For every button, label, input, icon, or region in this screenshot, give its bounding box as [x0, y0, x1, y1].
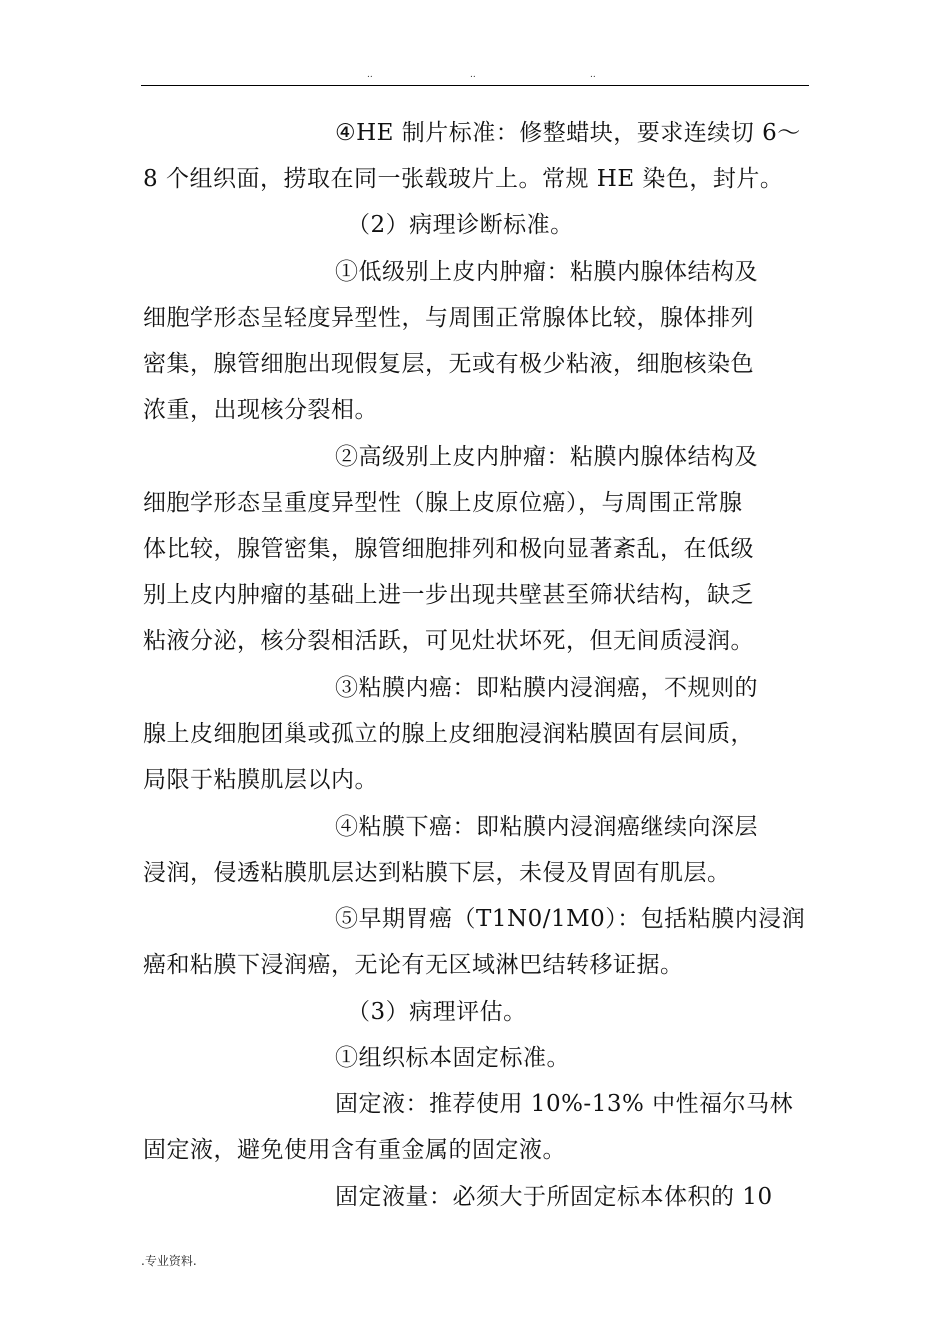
- section-heading: （2）病理诊断标准。: [347, 212, 574, 238]
- header-mark: ..: [367, 70, 373, 80]
- text-line: 别上皮内肿瘤的基础上进一步出现共壁甚至筛状结构，缺乏: [143, 582, 754, 608]
- text-line: ④粘膜下癌：即粘膜内浸润癌继续向深层: [335, 814, 758, 840]
- section-heading: （3）病理评估。: [347, 999, 527, 1025]
- text-line: 固定液：推荐使用 10%-13% 中性福尔马林: [335, 1091, 794, 1117]
- text-line: 腺上皮细胞团巢或孤立的腺上皮细胞浸润粘膜固有层间质，: [143, 721, 754, 747]
- text-line: 体比较，腺管密集，腺管细胞排列和极向显著紊乱，在低级: [143, 536, 754, 562]
- text-line: 固定液，避免使用含有重金属的固定液。: [143, 1137, 566, 1163]
- header-rule: [141, 85, 809, 86]
- text-line: ①低级别上皮内肿瘤：粘膜内腺体结构及: [335, 259, 758, 285]
- text-line: 局限于粘膜肌层以内。: [143, 767, 378, 793]
- header-mark: ..: [470, 70, 476, 80]
- text-line: 浓重，出现核分裂相。: [143, 397, 378, 423]
- text-line: ①组织标本固定标准。: [335, 1045, 570, 1071]
- text-line: ④HE 制片标准：修整蜡块，要求连续切 6～: [335, 120, 801, 146]
- text-line: ②高级别上皮内肿瘤：粘膜内腺体结构及: [335, 444, 758, 470]
- text-line: 固定液量：必须大于所固定标本体积的 10: [335, 1184, 773, 1210]
- text-line: 癌和粘膜下浸润癌，无论有无区域淋巴结转移证据。: [143, 952, 684, 978]
- text-line: ⑤早期胃癌（T1N0/1M0）：包括粘膜内浸润: [335, 906, 806, 932]
- footer-note: .专业资料.: [141, 1254, 197, 1268]
- text-line: 8 个组织面，捞取在同一张载玻片上。常规 HE 染色，封片。: [143, 166, 784, 192]
- text-line: 浸润，侵透粘膜肌层达到粘膜下层，未侵及胃固有肌层。: [143, 860, 731, 886]
- text-line: 密集，腺管细胞出现假复层，无或有极少粘液，细胞核染色: [143, 351, 754, 377]
- text-line: 粘液分泌，核分裂相活跃，可见灶状坏死，但无间质浸润。: [143, 628, 754, 654]
- text-line: ③粘膜内癌：即粘膜内浸润癌，不规则的: [335, 675, 758, 701]
- header-mark: ..: [590, 70, 596, 80]
- text-line: 细胞学形态呈重度异型性（腺上皮原位癌），与周围正常腺: [143, 490, 743, 516]
- text-line: 细胞学形态呈轻度异型性，与周围正常腺体比较，腺体排列: [143, 305, 754, 331]
